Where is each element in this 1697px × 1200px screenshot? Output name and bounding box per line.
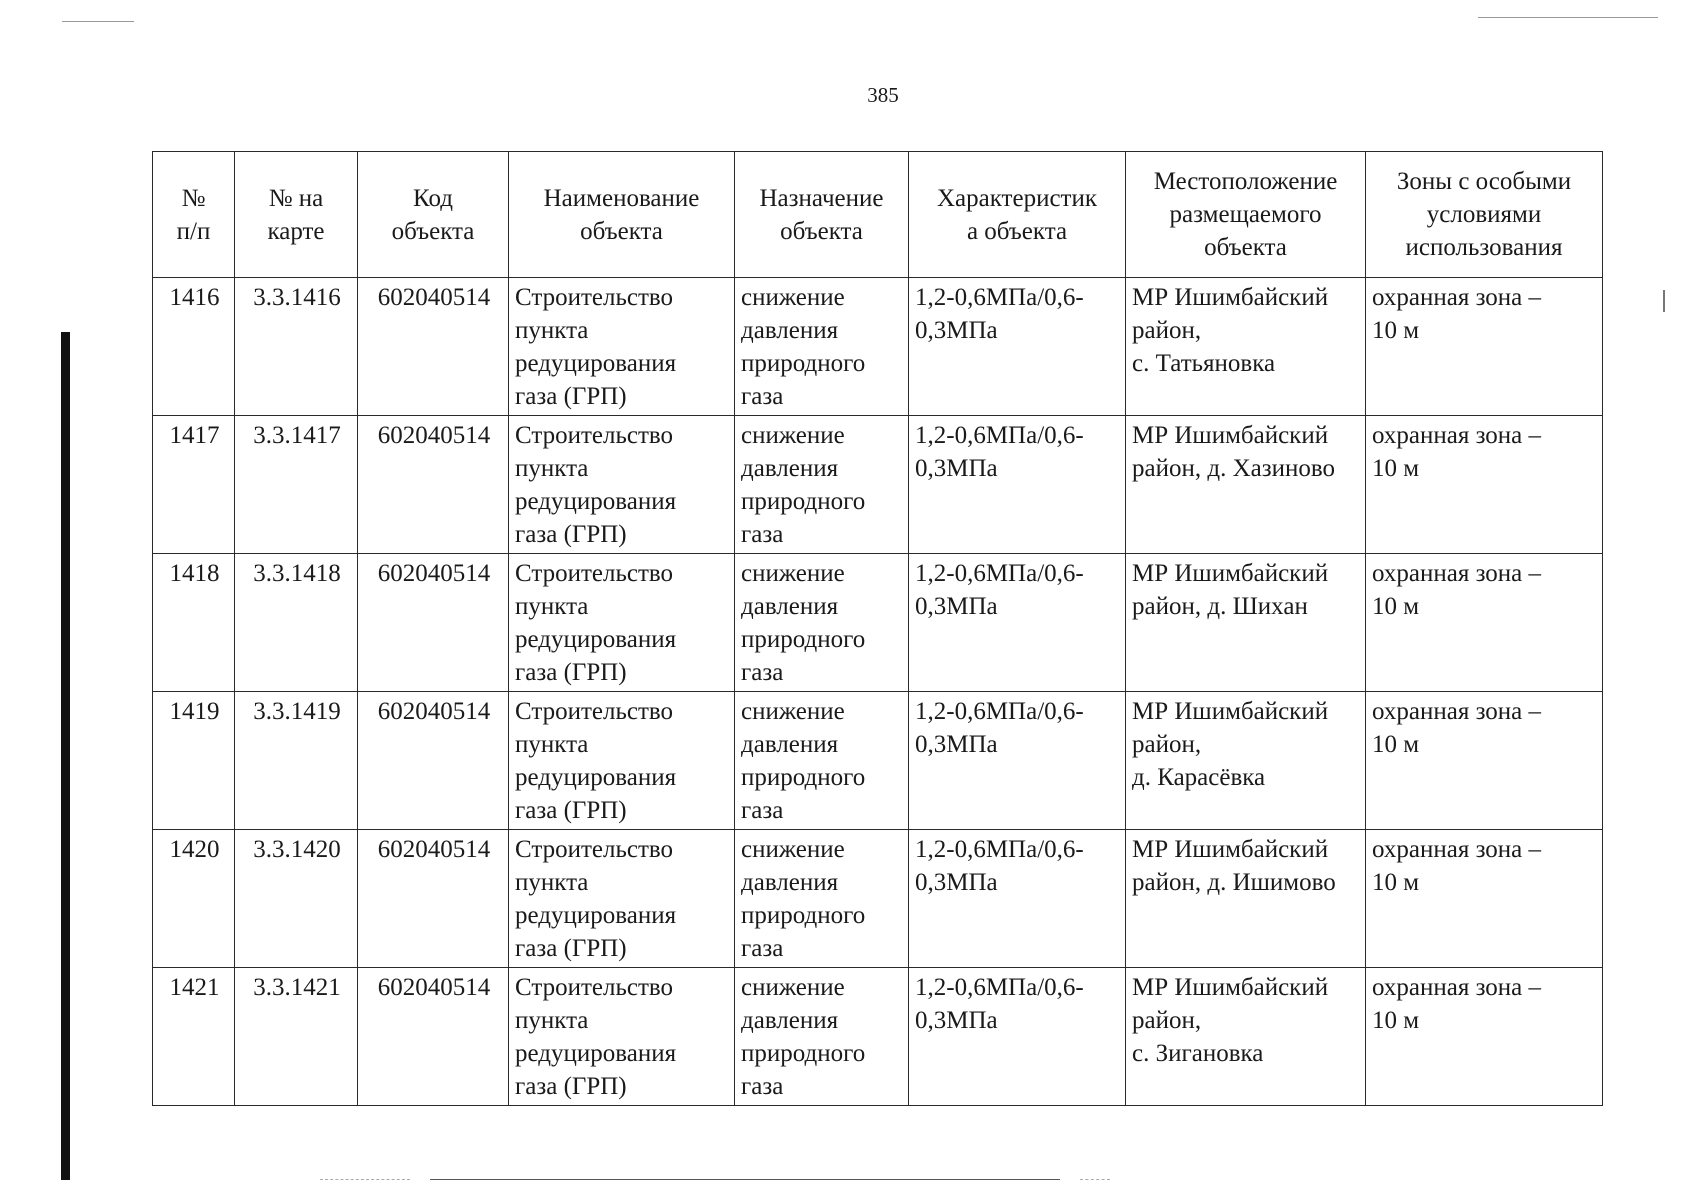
- cell-text: снижение давления природного газа: [741, 284, 866, 410]
- cell-characteristic: [909, 968, 1126, 1106]
- header-cell-zones: [1366, 152, 1603, 278]
- cell-map: [235, 554, 358, 692]
- cell-location: [1126, 968, 1366, 1106]
- cell-code: [358, 968, 509, 1106]
- cell-map: [235, 830, 358, 968]
- cell-characteristic: [909, 278, 1126, 416]
- cell-text: снижение давления природного газа: [741, 836, 866, 962]
- cell-location: [1126, 278, 1366, 416]
- header-label: Наименование объекта: [543, 184, 700, 245]
- cell-code: [358, 554, 509, 692]
- header-cell-purpose: [735, 152, 909, 278]
- header-label: Местоположение размещаемого объекта: [1153, 168, 1338, 261]
- header-cell-num: [153, 152, 235, 278]
- cell-text: охранная зона – 10 м: [1372, 284, 1542, 344]
- cell-name: [509, 692, 735, 830]
- header-label: № п/п: [176, 184, 211, 245]
- cell-name: [509, 554, 735, 692]
- cell-text: 602040514: [377, 698, 491, 725]
- table-row: [153, 692, 1603, 830]
- cell-zones: [1366, 830, 1603, 968]
- table-row: [153, 830, 1603, 968]
- cell-text: 602040514: [377, 560, 491, 587]
- cell-text: снижение давления природного газа: [741, 560, 866, 686]
- cell-text: охранная зона – 10 м: [1372, 974, 1542, 1034]
- cell-num: [153, 830, 235, 968]
- cell-text: 1420: [169, 836, 220, 863]
- scan-artifact-top-left: [62, 21, 134, 22]
- cell-text: Строительство пункта редуцирования газа (ГРП): [515, 974, 677, 1100]
- cell-num: [153, 692, 235, 830]
- cell-num: [153, 416, 235, 554]
- header-row: [153, 152, 1603, 278]
- cell-text: 3.3.1419: [253, 698, 341, 725]
- header-label: Код объекта: [391, 184, 475, 245]
- cell-text: 1,2-0,6МПа/0,6- 0,3МПа: [915, 284, 1084, 344]
- cell-text: 602040514: [377, 284, 491, 311]
- cell-text: 1,2-0,6МПа/0,6- 0,3МПа: [915, 422, 1084, 482]
- cell-code: [358, 830, 509, 968]
- scan-artifact-margin-mark: [1663, 290, 1665, 312]
- table-row: [153, 968, 1603, 1106]
- cell-code: [358, 692, 509, 830]
- header-label: Назначение объекта: [759, 184, 884, 245]
- table-header: [153, 152, 1603, 278]
- scan-artifact-bottom-dash-left: [320, 1179, 410, 1181]
- cell-text: 602040514: [377, 836, 491, 863]
- cell-map: [235, 968, 358, 1106]
- cell-characteristic: [909, 692, 1126, 830]
- cell-text: 3.3.1421: [253, 974, 341, 1001]
- cell-purpose: [735, 968, 909, 1106]
- cell-name: [509, 968, 735, 1106]
- cell-text: 1,2-0,6МПа/0,6- 0,3МПа: [915, 836, 1084, 896]
- cell-location: [1126, 830, 1366, 968]
- cell-text: 1416: [169, 284, 220, 311]
- cell-text: охранная зона – 10 м: [1372, 560, 1542, 620]
- page-number-text: 385: [867, 83, 899, 107]
- header-cell-code: [358, 152, 509, 278]
- cell-zones: [1366, 968, 1603, 1106]
- cell-name: [509, 830, 735, 968]
- cell-text: 1419: [169, 698, 220, 725]
- cell-text: охранная зона – 10 м: [1372, 836, 1542, 896]
- cell-text: МР Ишимбайский район, с. Татьяновка: [1132, 284, 1329, 377]
- cell-purpose: [735, 692, 909, 830]
- cell-text: 3.3.1418: [253, 560, 341, 587]
- cell-text: МР Ишимбайский район, д. Хазиново: [1132, 422, 1335, 482]
- cell-purpose: [735, 278, 909, 416]
- cell-purpose: [735, 830, 909, 968]
- cell-map: [235, 278, 358, 416]
- header-cell-map: [235, 152, 358, 278]
- cell-purpose: [735, 416, 909, 554]
- scan-artifact-bottom-dash-right: [1080, 1179, 1110, 1181]
- cell-characteristic: [909, 554, 1126, 692]
- cell-text: 3.3.1420: [253, 836, 341, 863]
- scan-artifact-top-right: [1478, 17, 1658, 18]
- cell-name: [509, 416, 735, 554]
- cell-characteristic: [909, 830, 1126, 968]
- cell-text: 1,2-0,6МПа/0,6- 0,3МПа: [915, 974, 1084, 1034]
- cell-characteristic: [909, 416, 1126, 554]
- table-row: [153, 278, 1603, 416]
- cell-text: 1,2-0,6МПа/0,6- 0,3МПа: [915, 698, 1084, 758]
- page-number: [0, 83, 1697, 108]
- cell-code: [358, 416, 509, 554]
- cell-text: МР Ишимбайский район, с. Зигановка: [1132, 974, 1329, 1067]
- cell-text: 1418: [169, 560, 220, 587]
- header-cell-name: [509, 152, 735, 278]
- cell-text: 3.3.1416: [253, 284, 341, 311]
- cell-text: снижение давления природного газа: [741, 698, 866, 824]
- header-label: Зоны с особыми условиями использования: [1396, 168, 1572, 261]
- cell-text: Строительство пункта редуцирования газа (ГРП): [515, 836, 677, 962]
- cell-text: 1417: [169, 422, 220, 449]
- cell-map: [235, 416, 358, 554]
- cell-code: [358, 278, 509, 416]
- cell-text: Строительство пункта редуцирования газа (ГРП): [515, 284, 677, 410]
- table-body: [153, 278, 1603, 1106]
- cell-text: Строительство пункта редуцирования газа (ГРП): [515, 698, 677, 824]
- cell-num: [153, 554, 235, 692]
- scan-artifact-bottom-line: [430, 1179, 1060, 1180]
- cell-purpose: [735, 554, 909, 692]
- cell-zones: [1366, 416, 1603, 554]
- cell-text: 3.3.1417: [253, 422, 341, 449]
- scan-binding-edge: [61, 332, 70, 1180]
- cell-text: МР Ишимбайский район, д. Карасёвка: [1132, 698, 1329, 791]
- cell-zones: [1366, 554, 1603, 692]
- cell-num: [153, 968, 235, 1106]
- cell-location: [1126, 554, 1366, 692]
- cell-text: 602040514: [377, 974, 491, 1001]
- cell-text: 602040514: [377, 422, 491, 449]
- cell-text: охранная зона – 10 м: [1372, 422, 1542, 482]
- cell-text: Строительство пункта редуцирования газа (ГРП): [515, 422, 677, 548]
- table-row: [153, 554, 1603, 692]
- cell-text: снижение давления природного газа: [741, 422, 866, 548]
- cell-num: [153, 278, 235, 416]
- cell-text: снижение давления природного газа: [741, 974, 866, 1100]
- cell-zones: [1366, 692, 1603, 830]
- cell-map: [235, 692, 358, 830]
- objects-table: [152, 151, 1603, 1106]
- header-label: № на карте: [267, 184, 325, 245]
- header-cell-location: [1126, 152, 1366, 278]
- cell-zones: [1366, 278, 1603, 416]
- cell-text: охранная зона – 10 м: [1372, 698, 1542, 758]
- cell-name: [509, 278, 735, 416]
- cell-location: [1126, 692, 1366, 830]
- cell-text: Строительство пункта редуцирования газа (ГРП): [515, 560, 677, 686]
- cell-text: 1421: [169, 974, 220, 1001]
- cell-text: 1,2-0,6МПа/0,6- 0,3МПа: [915, 560, 1084, 620]
- header-label: Характеристик а объекта: [936, 184, 1097, 245]
- table-row: [153, 416, 1603, 554]
- cell-text: МР Ишимбайский район, д. Ишимово: [1132, 836, 1336, 896]
- cell-location: [1126, 416, 1366, 554]
- header-cell-characteristic: [909, 152, 1126, 278]
- cell-text: МР Ишимбайский район, д. Шихан: [1132, 560, 1329, 620]
